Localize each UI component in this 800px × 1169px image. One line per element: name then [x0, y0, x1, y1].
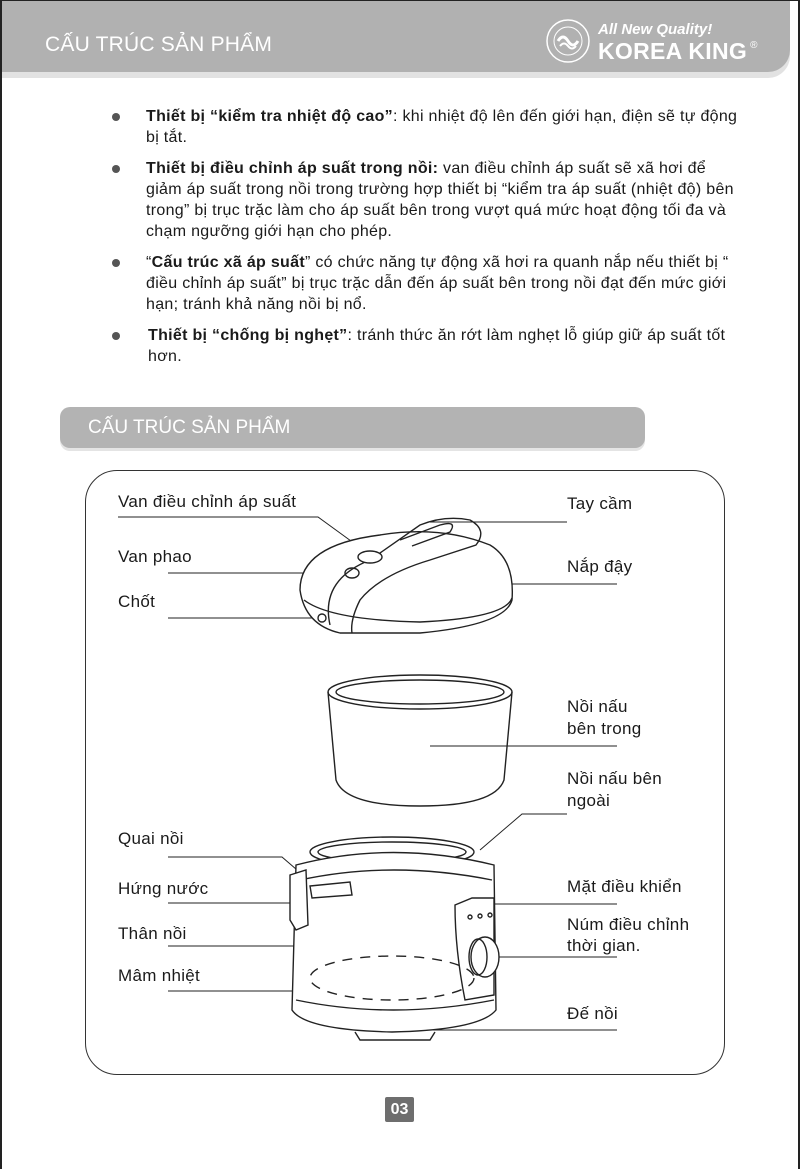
item-bold: Thiết bị “chống bị nghẹt” [148, 327, 348, 344]
section-title: CẤU TRÚC SẢN PHẨM [88, 417, 291, 438]
label-water-collector: Hứng nước [118, 879, 209, 898]
label-latch: Chốt [118, 592, 156, 611]
label-heating-plate: Mâm nhiệt [118, 966, 201, 985]
item-bold: Thiết bị điều chỉnh áp suất trong nồi: [146, 160, 439, 177]
item-text: van điều chỉnh áp suất sẽ xã hơi để giảm áp suất trong nồi trong trường hợp thiết bị “kiểm tra áp suất (nhiệt độ) bên trong” bị trục trặc làm cho áp suất bên trong vượt quá mức hoạt động tối đa và chạm ngưỡng giới hạn cho phép. [146, 160, 734, 240]
label-timer-knob-1: Núm điều chỉnh [567, 915, 690, 934]
inner-pot-illustration [328, 675, 512, 806]
brand-name-text: KOREA KING [598, 38, 748, 64]
page-number: 03 [385, 1097, 414, 1122]
label-pressure-valve: Van điều chỉnh áp suất [118, 492, 297, 511]
item-text: ” có chức năng tự động xã hơi ra quanh nắp nếu thiết bị “ điều chỉnh áp suất” bị trục trặc dẫn đến áp suất bên trong nồi đạt đến mức giới hạn; tránh khả năng nồi bị nổ. [146, 254, 729, 313]
label-timer-knob-2: thời gian. [567, 936, 641, 955]
label-control-panel: Mặt điều khiển [567, 877, 682, 896]
label-lid-handle: Tay cầm [567, 494, 633, 513]
item-bold: Cấu trúc xã áp suất [151, 254, 305, 271]
label-float-valve: Van phao [118, 547, 192, 566]
item-prefix: “ [146, 254, 152, 271]
label-pot-handle: Quai nồi [118, 829, 184, 848]
item-bold: Thiết bị “kiểm tra nhiệt độ cao” [146, 108, 393, 125]
label-inner-pot-2: bên trong [567, 719, 642, 738]
registered-mark: ® [750, 40, 758, 51]
lid-illustration [300, 518, 512, 633]
label-outer-pot-1: Nồi nấu bên [567, 769, 662, 788]
label-outer-pot-2: ngoài [567, 791, 611, 810]
label-inner-pot-1: Nồi nấu [567, 697, 628, 716]
item-text: : tránh thức ăn rớt làm nghẹt lỗ giúp giữ áp suất tốt hơn. [148, 327, 726, 365]
label-base: Đế nồi [567, 1004, 618, 1023]
label-lid: Nắp đậy [567, 557, 633, 576]
label-pot-body: Thân nồi [118, 924, 187, 943]
outer-pot-illustration [290, 837, 499, 1040]
brand-tagline: All New Quality! [598, 21, 713, 38]
item-text: : khi nhiệt độ lên đến giới hạn, điện sẽ tự động bị tắt. [146, 108, 738, 146]
header-title: CẤU TRÚC SẢN PHẨM [45, 33, 273, 56]
